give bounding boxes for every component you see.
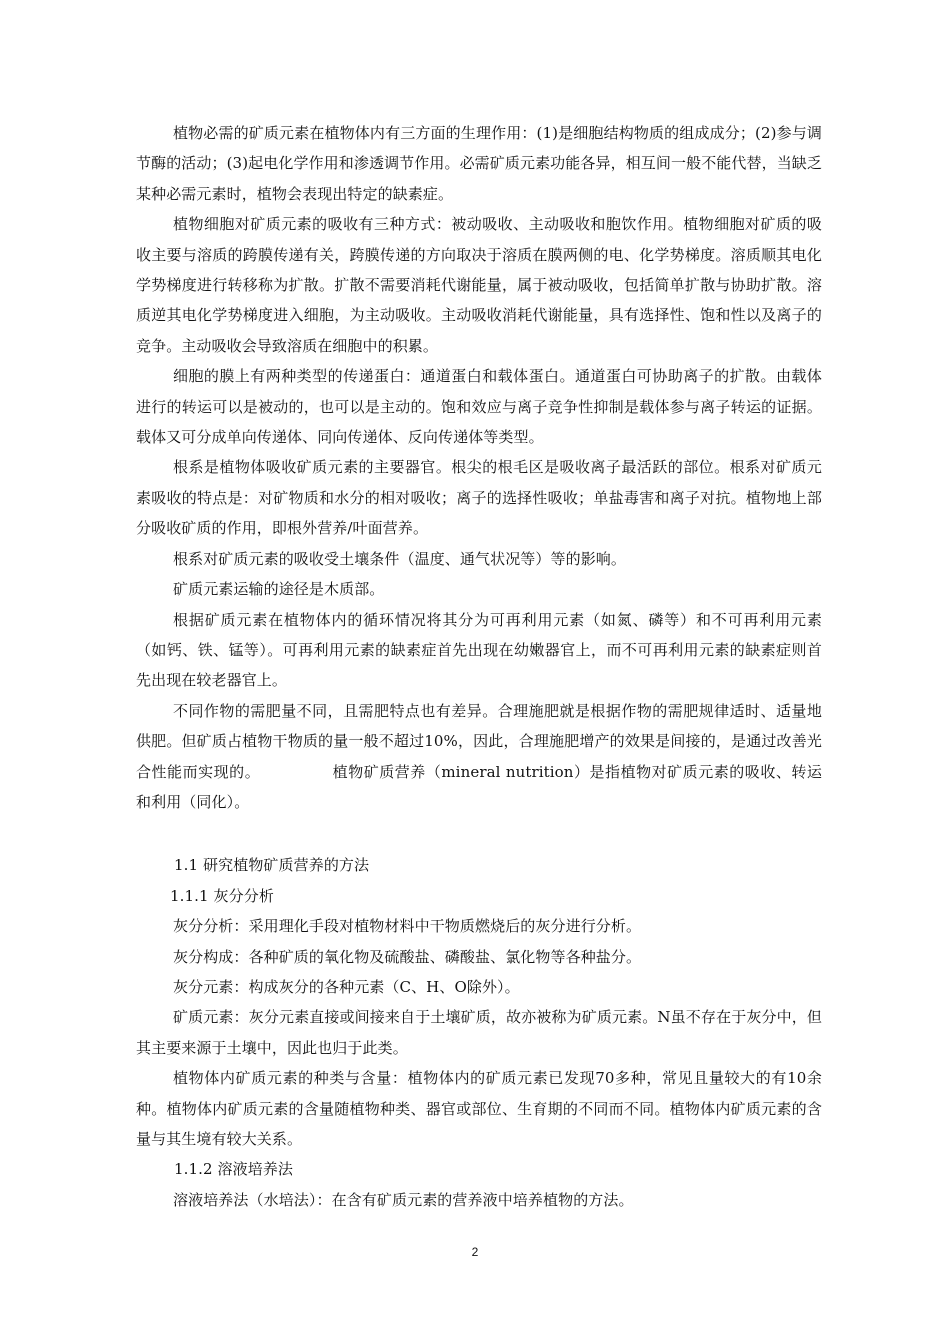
paragraph-ash-elements: 灰分元素：构成灰分的各种元素（C、H、O除外）。 [173, 977, 520, 996]
heading-1-1-1: 1.1.1 灰分分析 [170, 886, 274, 905]
paragraph-ash-composition: 灰分构成：各种矿质的氧化物及硫酸盐、磷酸盐、氯化物等各种盐分。 [173, 947, 642, 966]
paragraph-element-types-content: 植物体内矿质元素的种类与含量：植物体内的矿质元素已发现70多种，常见且量较大的有10余种。植物体内矿质元素的含量随植物种类、器官或部位、生育期的不同而不同。植物体内矿质元素的含量与其生境有较大关系。 [136, 1069, 822, 1148]
section-gap [136, 817, 822, 850]
mineral-nutrition-definition: 植物矿质营养（mineral nutrition）是指植物对矿质元素的吸收、转运和利用（同化）。 [136, 762, 822, 811]
paragraph-solution-culture: 溶液培养法（水培法）：在含有矿质元素的营养液中培养植物的方法。 [173, 1190, 634, 1209]
fertilization-text: 不同作物的需肥量不同，且需肥特点也有差异。合理施肥就是根据作物的需肥规律适时、适量地供肥。但矿质占植物干物质的量一般不超过10%，因此，合理施肥增产的效果是间接的，是通过改善光合性能而实现的。 [136, 701, 822, 781]
paragraph-ash-analysis: 灰分分析：采用理化手段对植物材料中干物质燃烧后的灰分进行分析。 [173, 917, 642, 936]
page-number: 2 [471, 1245, 479, 1259]
document-body [136, 118, 822, 1215]
heading-1-1: 1.1 研究植物矿质营养的方法 [174, 856, 370, 875]
paragraph-fertilization [136, 696, 822, 818]
paragraph-mineral-elements: 矿质元素：灰分元素直接或间接来自于土壤矿质，故亦被称为矿质元素。N虽不存在于灰分中，但其主要来源于土壤中，因此也归于此类。 [136, 1008, 822, 1057]
heading-1-1-2: 1.1.2 溶液培养法 [174, 1160, 294, 1179]
paragraph-absorption-modes: 植物细胞对矿质元素的吸收有三种方式：被动吸收、主动吸收和胞饮作用。植物细胞对矿质的吸收主要与溶质的跨膜传递有关，跨膜传递的方向取决于溶质在膜两侧的电、化学势梯度。溶质顺其电化学势梯度进行转移称为扩散。扩散不需要消耗代谢能量，属于被动吸收，包括简单扩散与协助扩散。溶质逆其电化学势梯度进入细胞，为主动吸收。主动吸收消耗代谢能量，具有选择性、饱和性以及离子的竞争。主动吸收会导致溶质在细胞中的积累。 [136, 215, 822, 355]
paragraph-element-reuse: 根据矿质元素在植物体内的循环情况将其分为可再利用元素（如氮、磷等）和不可再利用元素（如钙、铁、锰等）。可再利用元素的缺素症首先出现在幼嫩器官上，而不可再利用元素的缺素症则首先出现在较老器官上。 [136, 610, 822, 690]
paragraph-root-system: 根系是植物体吸收矿质元素的主要器官。根尖的根毛区是吸收离子最活跃的部位。根系对矿质元素吸收的特点是：对矿物质和水分的相对吸收；离子的选择性吸收；单盐毒害和离子对抗。植物地上部分吸收矿质的作用，即根外营养/叶面营养。 [136, 458, 822, 538]
paragraph-physiological-roles: 植物必需的矿质元素在植物体内有三方面的生理作用：(1)是细胞结构物质的组成成分；(2)参与调节酶的活动；(3)起电化学作用和渗透调节作用。必需矿质元素功能各异，相互间一般不能代替，当缺乏某种必需元素时，植物会表现出特定的缺素症。 [136, 124, 822, 203]
paragraph-transport-proteins: 细胞的膜上有两种类型的传递蛋白：通道蛋白和载体蛋白。通道蛋白可协助离子的扩散。由载体进行的转运可以是被动的，也可以是主动的。饱和效应与离子竞争性抑制是载体参与离子转运的证据。载体又可分成单向传递体、同向传递体、反向传递体等类型。 [136, 367, 822, 447]
paragraph-soil-conditions: 根系对矿质元素的吸收受土壤条件（温度、通气状况等）等的影响。 [173, 549, 627, 568]
paragraph-xylem-transport: 矿质元素运输的途径是木质部。 [173, 580, 385, 599]
